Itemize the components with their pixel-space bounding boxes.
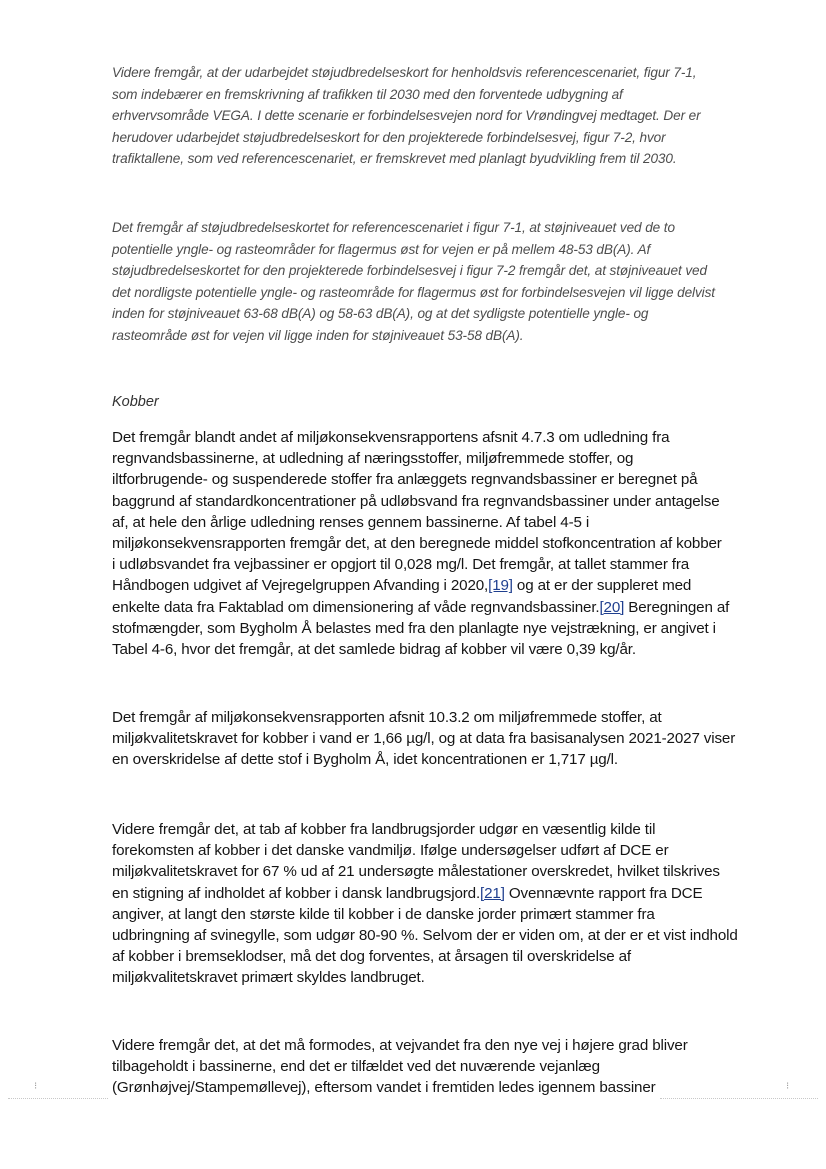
text-line: trafiktallene, som ved referencescenariet, er fremskrevet med planlagt byudvikling frem til 2030. bbox=[112, 151, 677, 167]
body-paragraph-1 bbox=[112, 427, 737, 660]
text-line: stofmængder, som Bygholm Å belastes med fra den planlagte nye vejstrækning, er angivet i bbox=[112, 619, 716, 637]
text-line: Det fremgår af støjudbredelseskortet for referencescenariet i figur 7-1, at støjniveauet ved de to bbox=[112, 220, 675, 235]
text-line: Tabel 4-6, hvor det fremgår, at det samlede bidrag af kobber vil være 0,39 kg/år. bbox=[112, 641, 636, 659]
text-line: (Grønhøjvej/Stampemøllevej), eftersom vandet i fremtiden ledes igennem bassiner bbox=[112, 1079, 656, 1097]
text-line: miljøkonsekvensrapporten fremgår det, at den beregnede middel stofkoncentration af kobber bbox=[112, 535, 722, 553]
text-segment: Håndbogen udgivet af Vejregelgruppen Afvanding i 2020, bbox=[112, 577, 489, 595]
text-line: Det fremgår blandt andet af miljøkonsekvensrapportens afsnit 4.7.3 om udledning fra bbox=[112, 429, 670, 446]
text-line: miljøkvalitetskravet for kobber i vand er 1,66 µg/l, og at data fra basisanalysen 2021-2027 viser bbox=[112, 730, 736, 748]
section-heading: Kobber bbox=[112, 394, 159, 410]
text-segment: enkelte data fra Faktablad om dimensionering af våde regnvandsbassiner. bbox=[112, 598, 600, 616]
text-line bbox=[112, 883, 737, 904]
text-line: i udløbsvandet fra vejbassiner er opgjort til 0,028 mg/l. Det fremgår, at tallet stammer fra bbox=[112, 556, 690, 574]
text-line: udbringning af svinegylle, som udgør 80-90 %. Selvom der er viden om, at der er et vist indhold bbox=[112, 927, 738, 945]
scan-crop-mark-left: ⁝ bbox=[34, 1081, 38, 1092]
body-paragraph-3 bbox=[112, 819, 737, 989]
body-paragraph-2 bbox=[112, 707, 737, 771]
text-line: herudover udarbejdet støjudbredelseskort for den projekterede forbindelsesvej, figur 7-2, hvor bbox=[112, 129, 666, 145]
text-line: erhvervsområde VEGA. I dette scenarie er forbindelsesvejen nord for Vrøndingvej medtaget. Der er bbox=[112, 108, 701, 124]
text-line: regnvandsbassinerne, at udledning af næringsstoffer, miljøfremmede stoffer, og bbox=[112, 450, 634, 468]
footnote-link-20[interactable]: [20] bbox=[599, 598, 625, 616]
text-line: miljøkvalitetskravet for 67 % ud af 21 undersøgte målestationer overskredet, hvilket tilskrives bbox=[112, 863, 720, 881]
quote-paragraph-2 bbox=[112, 217, 737, 347]
text-segment: og at er der suppleret med bbox=[512, 577, 692, 595]
text-segment: Beregningen af bbox=[624, 598, 730, 616]
text-line: forekomsten af kobber i det danske vandmiljø. Ifølge undersøgelser udført af DCE er bbox=[112, 842, 669, 860]
body-paragraph-4 bbox=[112, 1035, 737, 1099]
text-line: rasteområde øst for vejen vil ligge inden for støjniveauet 53-58 dB(A). bbox=[112, 327, 524, 343]
text-segment: Ovennævnte rapport fra DCE bbox=[504, 884, 703, 902]
text-line: potentielle yngle- og rasteområder for flagermus øst for vejen er på mellem 48-53 dB(A). Af bbox=[112, 241, 651, 257]
text-line: iltforbrugende- og suspenderede stoffer fra anlæggets regnvandsbassiner er beregnet på bbox=[112, 471, 698, 489]
text-line bbox=[112, 575, 737, 596]
scan-dotted-line-left bbox=[8, 1098, 108, 1099]
text-line: Det fremgår af miljøkonsekvensrapporten afsnit 10.3.2 om miljøfremmede stoffer, at bbox=[112, 709, 662, 726]
text-line bbox=[112, 597, 737, 618]
text-line: det nordligste potentielle yngle- og rasteområde for flagermus øst for forbindelsesvejen vil ligge delvist bbox=[112, 284, 715, 300]
text-line: Videre fremgår det, at tab af kobber fra landbrugsjorder udgør en væsentlig kilde til bbox=[112, 821, 656, 838]
text-line: Videre fremgår, at der udarbejdet støjudbredelseskort for henholdsvis referencescenariet, figur 7-1, bbox=[112, 65, 697, 80]
text-line: angiver, at langt den største kilde til kobber i de danske jorder primært stammer fra bbox=[112, 905, 655, 923]
text-line: baggrund af standardkoncentrationer på udløbsvand fra regnvandsbassiner under antagelse bbox=[112, 492, 720, 510]
text-line: en overskridelse af dette stof i Bygholm Å, idet koncentrationen er 1,717 µg/l. bbox=[112, 751, 618, 769]
text-line: Videre fremgår det, at det må formodes, at vejvandet fra den nye vej i højere grad bliver bbox=[112, 1037, 688, 1054]
footnote-link-21[interactable]: [21] bbox=[480, 884, 505, 902]
scan-crop-mark-right: ⁝ bbox=[786, 1081, 790, 1092]
scan-dotted-line-right bbox=[660, 1098, 818, 1099]
text-segment: en stigning af indholdet af kobber i dansk landbrugsjord. bbox=[112, 884, 481, 902]
text-line: af, at hele den årlige udledning renses gennem bassinerne. Af tabel 4-5 i bbox=[112, 513, 590, 531]
footnote-link-19[interactable]: [19] bbox=[488, 577, 513, 595]
quote-paragraph-1 bbox=[112, 62, 737, 170]
text-line: som indebærer en fremskrivning af trafikken til 2030 med den forventede udbygning af bbox=[112, 86, 623, 102]
text-line: af kobber i bremseklodser, må det dog forventes, at årsagen til overskridelse af bbox=[112, 948, 631, 966]
text-line: inden for støjniveauet 63-68 dB(A) og 58-63 dB(A), og at det sydligste potentielle yngle- og bbox=[112, 306, 649, 322]
text-line: støjudbredelseskortet for den projekterede forbindelsesvej i figur 7-2 fremgår det, at støjniveauet ved bbox=[112, 263, 707, 279]
text-line: miljøkvalitetskravet primært skyldes landbruget. bbox=[112, 969, 425, 987]
text-line: tilbageholdt i bassinerne, end det er tilfældet ved det nuværende vejanlæg bbox=[112, 1058, 600, 1076]
